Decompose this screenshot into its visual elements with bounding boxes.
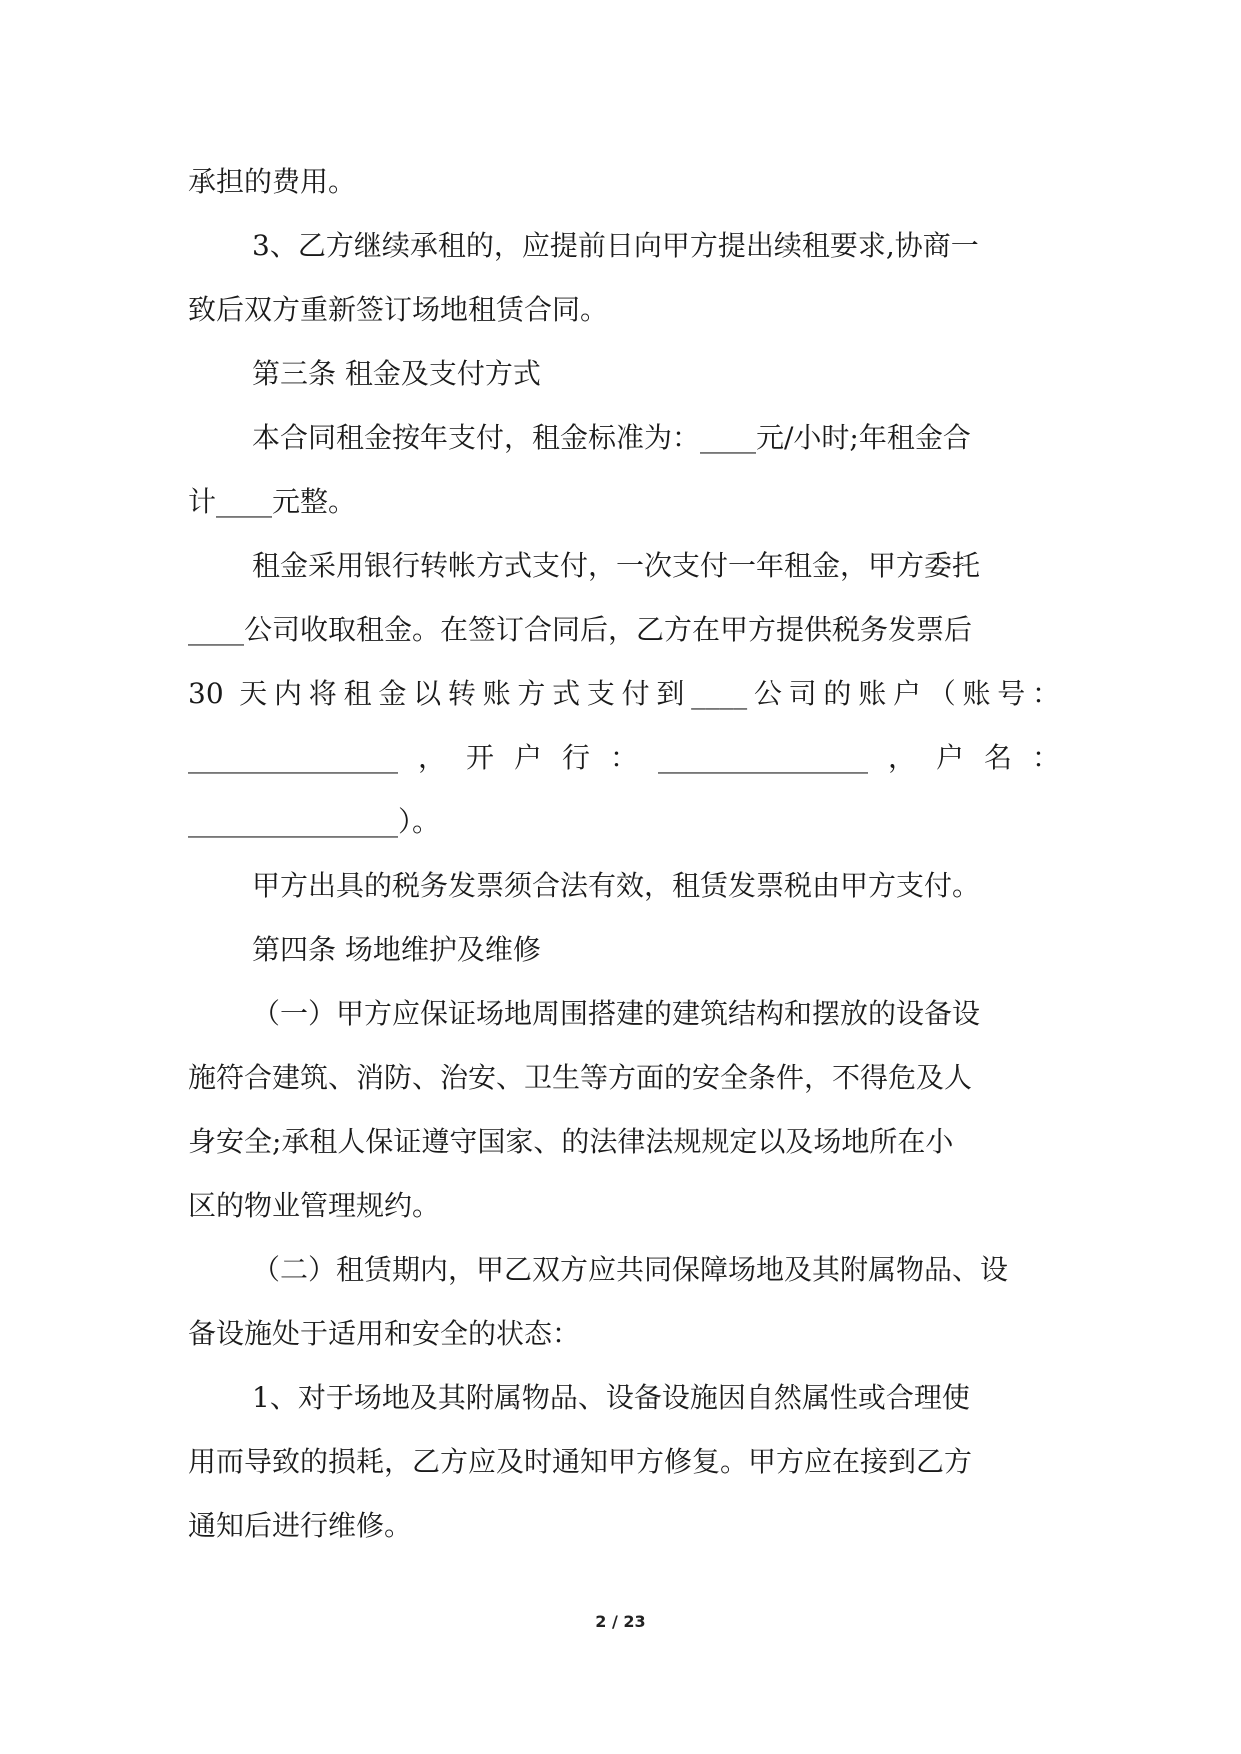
- text-line: （一）甲方应保证场地周围搭建的建筑结构和摆放的设备设: [252, 997, 981, 1030]
- text-line: 身安全;承租人保证遵守国家、的法律法规规定以及场地所在小: [188, 1125, 954, 1158]
- text-line: 甲方出具的税务发票须合法有效，租赁发票税由甲方支付。: [252, 869, 981, 902]
- text-line: _______________）。: [188, 805, 441, 838]
- text-line: 30 天内将租金以转账方式支付到____公司的账户（账号：: [188, 677, 1060, 710]
- text-line: （二）租赁期内，甲乙双方应共同保障场地及其附属物品、设: [252, 1253, 1009, 1286]
- text-line: 备设施处于适用和安全的状态：: [188, 1317, 581, 1350]
- text-line: 3、乙方继续承租的，应提前日向甲方提出续租要求,协商一: [252, 229, 979, 262]
- text-line: 计____元整。: [188, 485, 357, 518]
- text-line: 施符合建筑、消防、治安、卫生等方面的安全条件，不得危及人: [188, 1061, 973, 1094]
- text-line: 区的物业管理规约。: [188, 1189, 441, 1222]
- text-line: 承担的费用。: [188, 165, 357, 198]
- text-line: 用而导致的损耗，乙方应及时通知甲方修复。甲方应在接到乙方: [188, 1445, 973, 1478]
- text-line: 1、对于场地及其附属物品、设备设施因自然属性或合理使: [252, 1381, 970, 1414]
- text-line: _______________，开户行：_______________，户名：: [188, 741, 1060, 774]
- page-number: 2 / 23: [595, 1612, 646, 1631]
- text-line: 本合同租金按年支付，租金标准为：____元/小时;年租金合: [252, 421, 971, 454]
- contract-body: [188, 150, 1060, 1558]
- text-line: ____公司收取租金。在签订合同后，乙方在甲方提供税务发票后: [188, 613, 973, 646]
- article-heading: 第四条 场地维护及维修: [252, 933, 541, 966]
- text-line: 租金采用银行转帐方式支付，一次支付一年租金，甲方委托: [252, 549, 981, 582]
- text-line: 致后双方重新签订场地租赁合同。: [188, 293, 609, 326]
- text-line: 通知后进行维修。: [188, 1509, 413, 1542]
- article-heading: 第三条 租金及支付方式: [252, 357, 541, 390]
